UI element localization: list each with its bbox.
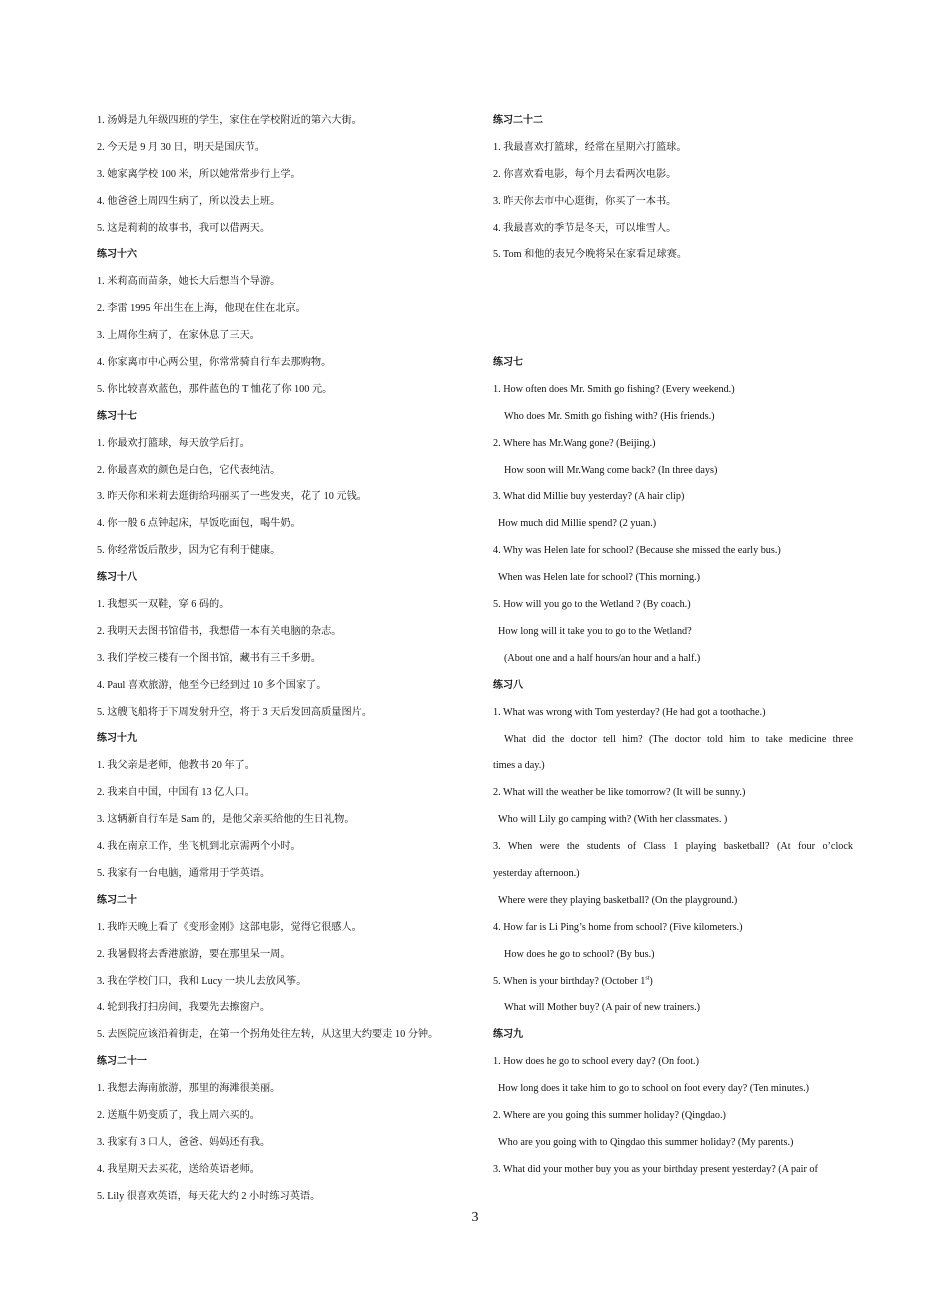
- question-line: 3. What did your mother buy you as your birthday present yesterday? (A pair of: [493, 1163, 818, 1175]
- list-item: 5. Tom 和他的表兄今晚将呆在家看足球赛。: [493, 249, 688, 261]
- list-item: 3. 昨天你去市中心逛街，你买了一本书。: [493, 195, 677, 207]
- question-line: 2. Where has Mr.Wang gone? (Beijing.): [493, 437, 656, 449]
- blank-space: [493, 269, 853, 350]
- list-item: 1. 汤姆是九年级四班的学生，家住在学校附近的第六大街。: [97, 115, 362, 126]
- question-line: 2. What will the weather be like tomorrow? (It will be sunny.): [493, 787, 746, 799]
- left-column: [97, 108, 475, 1211]
- question-text: 5. When is your birthday? (October 1: [493, 975, 646, 987]
- list-item: 2. 你最喜欢的颜色是白色，它代表纯洁。: [97, 464, 281, 476]
- list-item: 5. Lily 很喜欢英语，每天花大约 2 小时练习英语。: [97, 1190, 321, 1202]
- list-item: 2. 今天是 9 月 30 日，明天是国庆节。: [97, 141, 266, 153]
- list-item: 2. 我暑假将去香港旅游，要在那里呆一周。: [97, 948, 291, 960]
- question-line: 1. What was wrong with Tom yesterday? (He had got a toothache.): [493, 706, 766, 718]
- question-line: times a day.): [493, 760, 545, 772]
- section-heading-ex22: 练习二十二: [493, 115, 543, 126]
- question-line: How soon will Mr.Wang come back? (In three days): [504, 464, 718, 476]
- question-line: yesterday afternoon.): [493, 867, 580, 879]
- list-item: 2. 我明天去图书馆借书，我想借一本有关电脑的杂志。: [97, 625, 342, 637]
- question-line: Who are you going with to Qingdao this summer holiday? (My parents.): [498, 1136, 794, 1148]
- list-item: 1. 我昨天晚上看了《变形金刚》这部电影，觉得它很感人。: [97, 921, 362, 933]
- list-item: 5. 你比较喜欢蓝色，那件蓝色的 T 恤花了你 100 元。: [97, 383, 333, 395]
- section-heading-ex8: 练习八: [493, 679, 523, 691]
- list-item: 4. 轮到我打扫房间，我要先去擦窗户。: [97, 1002, 271, 1014]
- section-heading-ex20: 练习二十: [97, 894, 137, 906]
- section-heading-ex7: 练习七: [493, 357, 523, 369]
- list-item: 4. 我最喜欢的季节是冬天，可以堆雪人。: [493, 222, 677, 234]
- question-line: 4. How far is Li Ping’s home from school? (Five kilometers.): [493, 921, 743, 933]
- question-line: [493, 969, 853, 996]
- question-line: 2. Where are you going this summer holiday? (Qingdao.): [493, 1109, 726, 1121]
- section-heading-ex17: 练习十七: [97, 410, 137, 422]
- list-item: 3. 上周你生病了，在家休息了三天。: [97, 330, 260, 342]
- question-line: 3. What did Millie buy yesterday? (A hair clip): [493, 491, 685, 503]
- list-item: 3. 我在学校门口，我和 Lucy 一块儿去放风筝。: [97, 975, 307, 987]
- list-item: 3. 她家离学校 100 米，所以她常常步行上学。: [97, 168, 301, 180]
- question-line: How much did Millie spend? (2 yuan.): [498, 518, 657, 530]
- list-item: 2. 你喜欢看电影，每个月去看两次电影。: [493, 168, 677, 180]
- question-line: 1. How often does Mr. Smith go fishing? (Every weekend.): [493, 383, 735, 395]
- question-line: 1. How does he go to school every day? (On foot.): [493, 1056, 699, 1068]
- page-number: 3: [471, 1210, 479, 1225]
- list-item: 3. 我家有 3 口人，爸爸、妈妈还有我。: [97, 1136, 271, 1148]
- question-line: 3. When were the students of Class 1 playing basketball? (At four o’clock: [493, 841, 853, 853]
- question-text: ): [649, 975, 653, 987]
- question-line: (About one and a half hours/an hour and a half.): [504, 652, 701, 664]
- list-item: 2. 送瓶牛奶变质了，我上周六买的。: [97, 1109, 260, 1121]
- section-heading-ex16: 练习十六: [97, 249, 137, 261]
- section-heading-ex21: 练习二十一: [97, 1056, 147, 1068]
- question-line: Who does Mr. Smith go fishing with? (His friends.): [504, 410, 715, 422]
- list-item: 4. 我星期天去买花，送给英语老师。: [97, 1163, 260, 1175]
- section-heading-ex19: 练习十九: [97, 733, 137, 745]
- list-item: 4. 我在南京工作，坐飞机到北京需两个小时。: [97, 841, 301, 853]
- list-item: 1. 我父亲是老师，他教书 20 年了。: [97, 760, 255, 772]
- list-item: 5. 去医院应该沿着街走，在第一个拐角处往左转，从这里大约要走 10 分钟。: [97, 1029, 439, 1041]
- list-item: 1. 米莉高而苗条，她长大后想当个导游。: [97, 276, 281, 288]
- list-item: 2. 我来自中国，中国有 13 亿人口。: [97, 787, 255, 799]
- section-heading-ex9: 练习九: [493, 1029, 523, 1041]
- list-item: 5. 我家有一台电脑，通常用于学英语。: [97, 867, 271, 879]
- right-column: [493, 108, 853, 1184]
- list-item: 5. 你经常饭后散步，因为它有利于健康。: [97, 545, 281, 557]
- question-line: When was Helen late for school? (This morning.): [498, 572, 700, 584]
- list-item: 4. 你一般 6 点钟起床，早饭吃面包，喝牛奶。: [97, 518, 301, 530]
- ordinal-suffix: st: [645, 975, 650, 982]
- list-item: 4. 你家离市中心两公里，你常常骑自行车去那购物。: [97, 357, 332, 369]
- list-item: 3. 昨天你和米莉去逛街给玛丽买了一些发夹，花了 10 元钱。: [97, 491, 367, 503]
- question-line: How long does it take him to go to school on foot every day? (Ten minutes.): [498, 1083, 810, 1095]
- question-line: Where were they playing basketball? (On the playground.): [498, 894, 738, 906]
- question-line: What did the doctor tell him? (The doctor told him to take medicine three: [504, 733, 853, 745]
- question-line: 5. How will you go to the Wetland ? (By coach.): [493, 599, 691, 611]
- section-heading-ex18: 练习十八: [97, 572, 137, 584]
- question-line: How does he go to school? (By bus.): [504, 948, 655, 960]
- list-item: 1. 我最喜欢打篮球，经常在星期六打篮球。: [493, 141, 687, 153]
- list-item: 2. 李雷 1995 年出生在上海，他现在住在北京。: [97, 303, 306, 315]
- list-item: 1. 我想去海南旅游，那里的海滩很美丽。: [97, 1083, 281, 1095]
- list-item: 3. 我们学校三楼有一个图书馆，藏书有三千多册。: [97, 652, 322, 664]
- list-item: 1. 你最欢打篮球，每天放学后打。: [97, 437, 250, 449]
- question-line: 4. Why was Helen late for school? (Because she missed the early bus.): [493, 545, 781, 557]
- list-item: 1. 我想买一双鞋，穿 6 码的。: [97, 599, 230, 611]
- list-item: 3. 这辆新自行车是 Sam 的，是他父亲买给他的生日礼物。: [97, 814, 355, 826]
- question-line: How long will it take you to go to the Wetland?: [498, 625, 692, 637]
- list-item: 5. 这是莉莉的故事书，我可以借两天。: [97, 222, 271, 234]
- list-item: 4. 他爸爸上周四生病了，所以没去上班。: [97, 195, 281, 207]
- question-line: What will Mother buy? (A pair of new trainers.): [504, 1002, 701, 1014]
- list-item: 5. 这艘飞船将于下周发射升空，将于 3 天后发回高质量图片。: [97, 706, 373, 718]
- list-item: 4. Paul 喜欢旅游，他至今已经到过 10 多个国家了。: [97, 679, 327, 691]
- question-line: Who will Lily go camping with? (With her classmates. ): [498, 814, 728, 826]
